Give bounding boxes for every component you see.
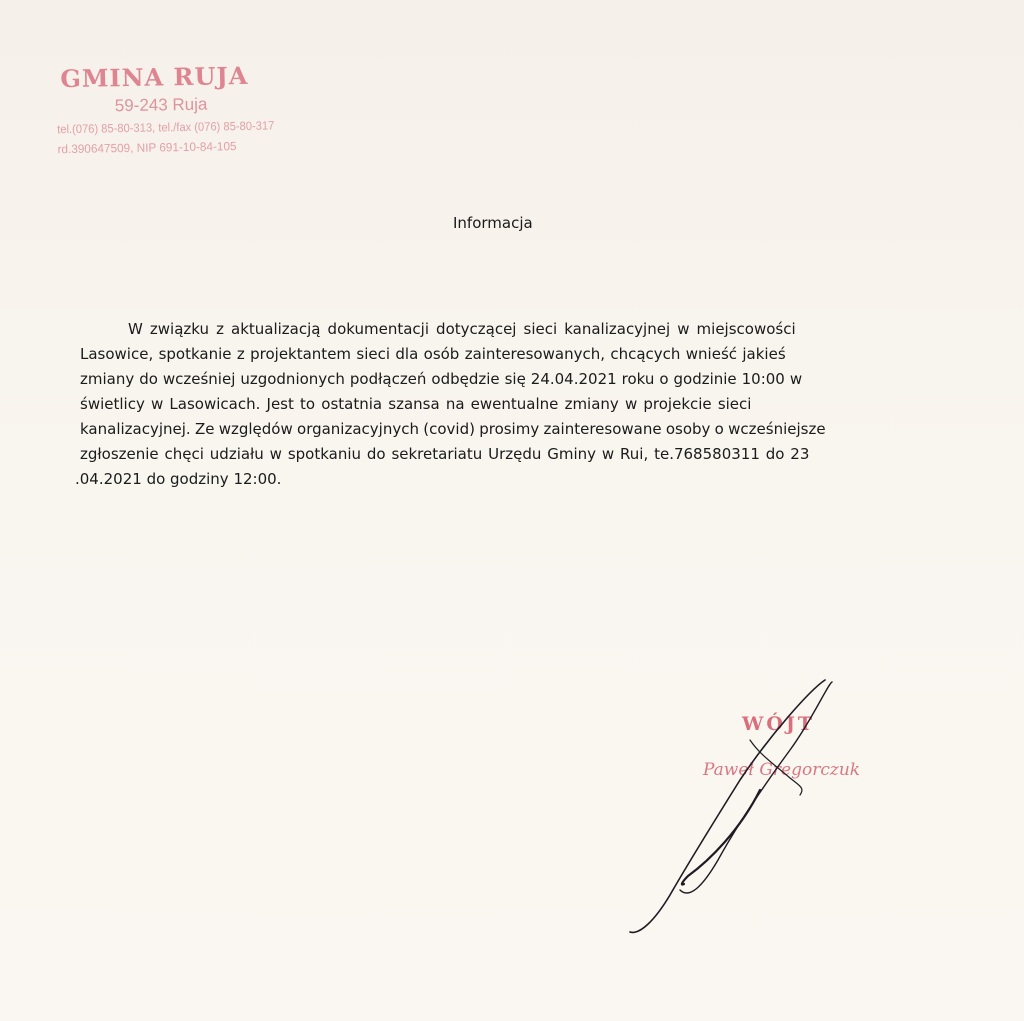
body-line-5: kanalizacyjnej. Ze względów organizacyjnych (covid) prosimy zainteresowane osoby o wcześniejsze <box>80 420 826 438</box>
document-title: Informacja <box>453 214 533 232</box>
body-line-4: świetlicy w Lasowicach. Jest to ostatnia szansa na ewentualne zmiany w projekcie sieci <box>80 395 752 413</box>
signature-stamp-title: WÓJT <box>742 713 816 735</box>
body-line-2: Lasowice, spotkanie z projektantem sieci dla osób zainteresowanych, chcących wnieść jakieś <box>80 345 786 363</box>
handwritten-signature <box>600 660 860 950</box>
stamp-postal-address: 59-243 Ruja <box>114 94 208 116</box>
stamp-regon-nip: rd.390647509, NIP 691-10-84-105 <box>57 139 237 157</box>
body-line-1: W związku z aktualizacją dokumentacji dotyczącej sieci kanalizacyjnej w miejscowości <box>128 320 796 338</box>
stamp-title: GMINA RUJA <box>60 60 249 94</box>
stamp-phone: tel.(076) 85-80-313, tel./fax (076) 85-80-317 <box>57 118 275 137</box>
body-line-6: zgłoszenie chęci udziału w spotkaniu do sekretariatu Urzędu Gminy w Rui, te.768580311 do 23 <box>80 445 810 463</box>
body-line-7: .04.2021 do godziny 12:00. <box>75 470 282 488</box>
municipality-stamp <box>54 60 316 175</box>
body-line-3: zmiany do wcześniej uzgodnionych podłączeń odbędzie się 24.04.2021 roku o godzinie 10:00 w <box>80 370 803 388</box>
signature-stamp-name: Paweł Gregorczuk <box>703 760 861 780</box>
